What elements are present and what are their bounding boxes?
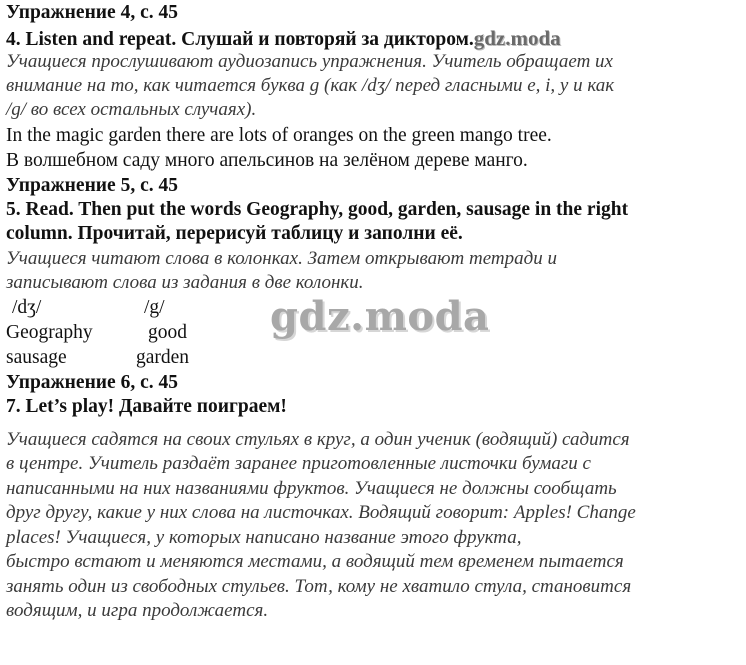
ex4-sentence-en: In the magic garden there are lots of oranges on the green mango tree. (6, 125, 552, 146)
table-header-dzh: /dʒ/ (12, 297, 42, 318)
inline-watermark: gdz.moda (473, 26, 561, 50)
ex6-task: 7. Let’s play! Давайте поиграем! (6, 396, 287, 417)
ex5-note-line-1: Учащиеся читают слова в колонках. Затем открывают тетради и (6, 248, 557, 269)
table-cell: good (148, 322, 187, 343)
ex6-note-line-7: занять один из свободных стульев. Тот, кому не хватило стула, становится (6, 576, 632, 597)
ex6-note-line-4: друг другу, какие у них слова на листочках. Водящий говорит: Apples! Change (6, 502, 636, 523)
ex6-note-line-1: Учащиеся садятся на своих стульях в круг, а один ученик (водящий) садится (6, 429, 630, 450)
table-header-g: /g/ (144, 297, 165, 318)
ex4-sentence-ru: В волшебном саду много апельсинов на зелёном дереве манго. (6, 150, 528, 171)
ex5-task-line-1: 5. Read. Then put the words Geography, good, garden, sausage in the right (6, 199, 629, 220)
watermark: gdz.moda (270, 293, 490, 340)
table-cell: garden (136, 347, 190, 368)
ex5-task-line-2: column. Прочитай, перерисуй таблицу и заполни её. (6, 223, 463, 244)
ex4-note-line-2: внимание на то, как читается буква g (как /dʒ/ перед гласными e, i, y и как (6, 75, 615, 96)
ex4-task: 4. Listen and repeat. Слушай и повторяй за диктором. (6, 29, 474, 50)
ex5-note-line-2: записывают слова из задания в две колонки. (6, 272, 364, 293)
ex6-note-line-2: в центре. Учитель раздаёт заранее приготовленные листочки бумаги с (6, 453, 591, 474)
ex6-note-line-5: places! Учащиеся, у которых написано название этого фрукта, (6, 527, 522, 548)
ex4-note-line-3: /g/ во всех остальных случаях). (6, 99, 257, 120)
ex4-task-line (6, 26, 561, 52)
ex6-note-line-6: быстро встают и меняются местами, а водящий тем временем пытается (6, 551, 624, 572)
ex4-note-line-1: Учащиеся прослушивают аудиозапись упражнения. Учитель обращает их (6, 51, 613, 72)
table-cell: sausage (6, 347, 67, 368)
ex6-heading: Упражнение 6, с. 45 (6, 372, 178, 393)
ex4-heading: Упражнение 4, с. 45 (6, 2, 178, 23)
ex5-heading: Упражнение 5, с. 45 (6, 175, 178, 196)
ex6-note-line-8: водящим, и игра продолжается. (6, 600, 269, 621)
table-cell: Geography (6, 322, 93, 343)
ex6-note-line-3: написанными на них названиями фруктов. Учащиеся не должны сообщать (6, 478, 617, 499)
